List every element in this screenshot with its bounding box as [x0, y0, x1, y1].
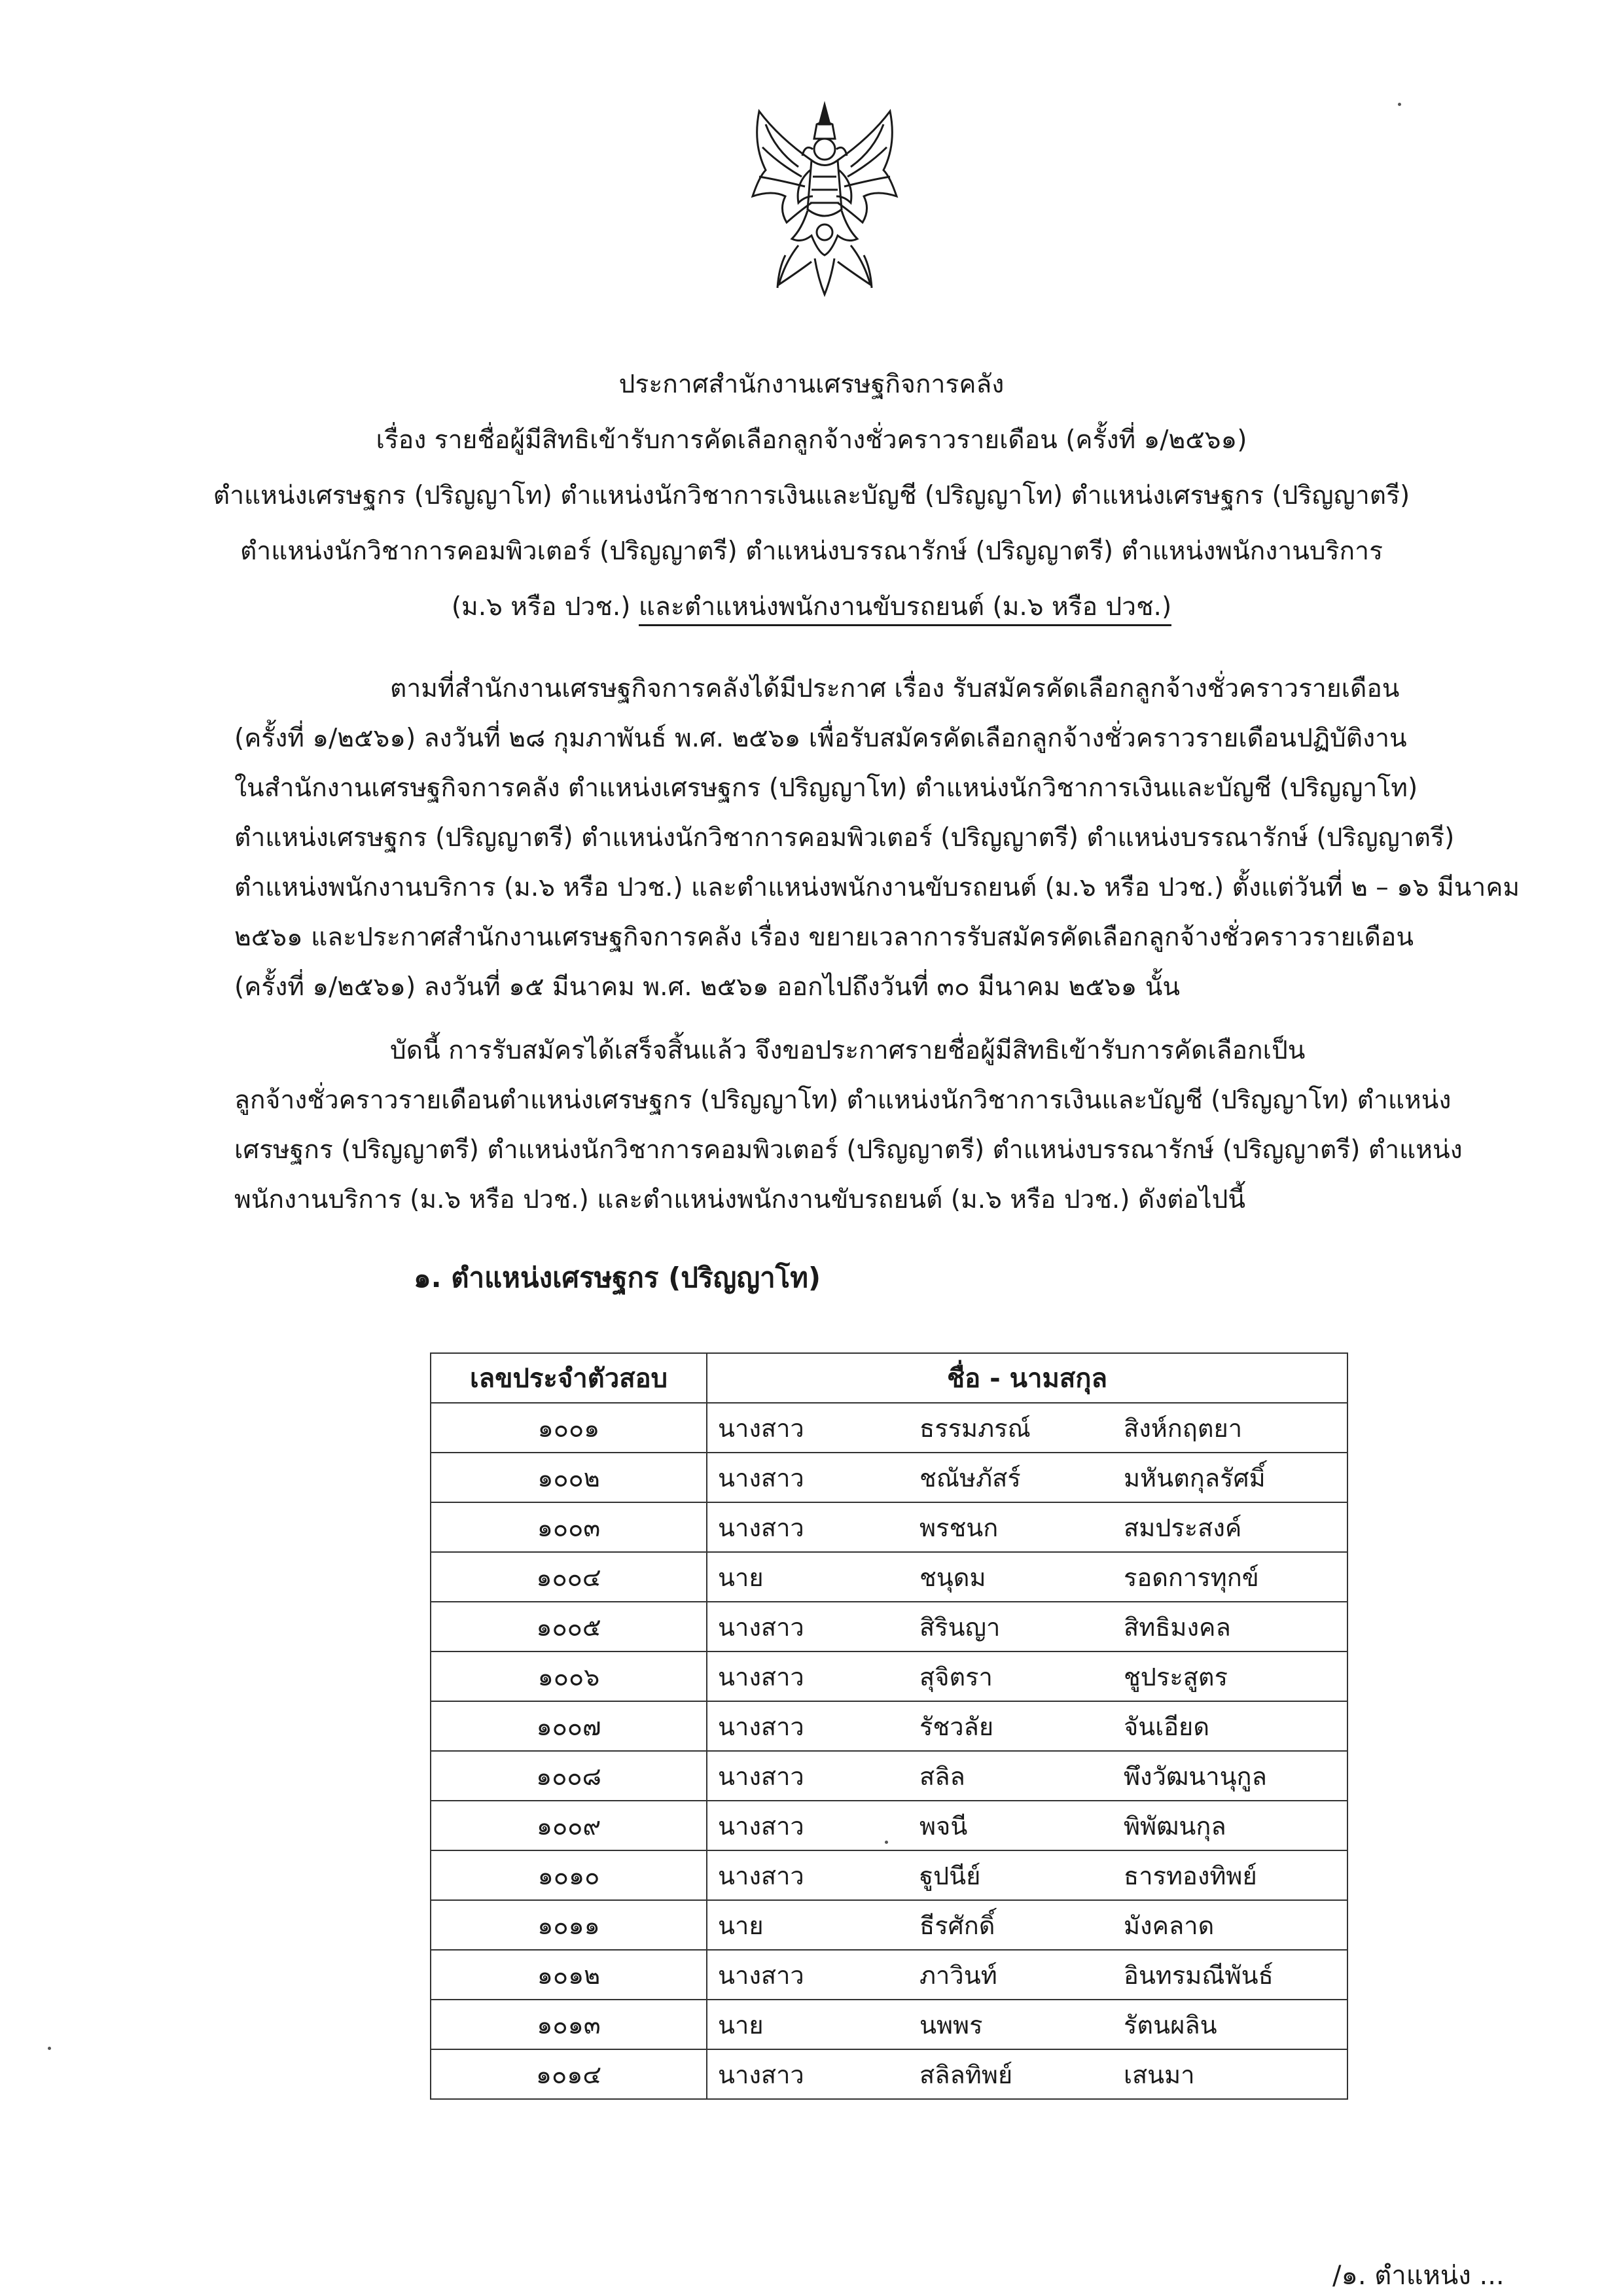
table-header-row: [431, 1353, 1347, 1403]
candidate-last-name: สิงห์กฤตยา: [1124, 1413, 1243, 1443]
candidate-name-cell: [707, 1751, 1347, 1801]
section-title: ๑. ตำแหน่งเศรษฐกร (ปริญญาโท): [414, 1262, 821, 1294]
candidate-first-name: ชนุดม: [919, 1563, 986, 1592]
candidate-title: นางสาว: [718, 1761, 804, 1791]
candidate-id: ๑๐๐๑: [431, 1403, 707, 1453]
candidate-last-name: มังคลาด: [1124, 1911, 1215, 1940]
candidate-title: นางสาว: [718, 1861, 804, 1890]
candidate-first-name: ชณัษภัสร์: [919, 1463, 1021, 1492]
candidate-id: ๑๐๑๓: [431, 2000, 707, 2049]
paragraph-line: ลูกจ้างชั่วคราวรายเดือนตำแหน่งเศรษฐกร (ปริญญาโท) ตำแหน่งนักวิชาการเงินและบัญชี (ปริญญาโท) ตำแหน่ง: [234, 1086, 1452, 1115]
table-row: [431, 1900, 1347, 1950]
paragraph-line: ตำแหน่งเศรษฐกร (ปริญญาตรี) ตำแหน่งนักวิชาการคอมพิวเตอร์ (ปริญญาตรี) ตำแหน่งบรรณารักษ์ (ปริญญาตรี): [234, 823, 1455, 853]
candidate-name-cell: [707, 1850, 1347, 1900]
candidate-title: นางสาว: [718, 1712, 804, 1741]
candidate-first-name: ธีรศักดิ์: [919, 1911, 995, 1940]
candidate-name-cell: [707, 1651, 1347, 1701]
candidate-first-name: สลิลทิพย์: [919, 2060, 1013, 2089]
candidate-last-name: สิทธิมงคล: [1124, 1612, 1231, 1642]
candidate-first-name: สุจิตรา: [919, 1662, 993, 1691]
candidate-name-cell: [707, 1453, 1347, 1502]
candidate-first-name: พจนี: [919, 1811, 968, 1841]
candidate-last-name: อินทรมณีพันธ์: [1124, 1960, 1274, 1990]
table-row: [431, 1502, 1347, 1552]
table-row: [431, 1801, 1347, 1850]
candidate-last-name: รอดการทุกข์: [1124, 1563, 1259, 1592]
scan-speck: [885, 1841, 888, 1844]
candidate-title: นางสาว: [718, 1612, 804, 1642]
table-row: [431, 1751, 1347, 1801]
candidate-id: ๑๐๑๔: [431, 2049, 707, 2099]
table-row: [431, 1850, 1347, 1900]
header-positions-line3: [131, 579, 1492, 635]
paragraph-line: ๒๕๖๑ และประกาศสำนักงานเศรษฐกิจการคลัง เรื่อง ขยายเวลาการรับสมัครคัดเลือกลูกจ้างชั่วคราวรายเดือน: [234, 923, 1414, 952]
candidate-last-name: รัตนผลิน: [1124, 2010, 1217, 2040]
column-header-id: เลขประจำตัวสอบ: [431, 1353, 707, 1403]
candidate-first-name: ธรรมภรณ์: [919, 1413, 1031, 1443]
candidate-name-cell: [707, 2049, 1347, 2099]
candidate-id: ๑๐๐๙: [431, 1801, 707, 1850]
continuation-note: /๑. ตำแหน่ง ...: [1332, 2261, 1505, 2291]
candidate-id: ๑๐๑๐: [431, 1850, 707, 1900]
candidate-first-name: ภาวินท์: [919, 1960, 997, 1990]
candidate-name-cell: [707, 1552, 1347, 1602]
garuda-emblem-icon: [740, 98, 910, 301]
candidate-id: ๑๐๐๗: [431, 1701, 707, 1751]
candidate-first-name: สิรินญา: [919, 1612, 1001, 1642]
header-subject: เรื่อง รายชื่อผู้มีสิทธิเข้ารับการคัดเลือกลูกจ้างชั่วคราวรายเดือน (ครั้งที่ ๑/๒๕๖๑): [376, 425, 1247, 455]
header-agency: ประกาศสำนักงานเศรษฐกิจการคลัง: [618, 370, 1005, 399]
table-row: [431, 1552, 1347, 1602]
table-row: [431, 1701, 1347, 1751]
candidate-title: นางสาว: [718, 1513, 804, 1542]
candidate-title: นาย: [718, 1911, 764, 1940]
candidate-id: ๑๐๐๔: [431, 1552, 707, 1602]
table-row: [431, 2049, 1347, 2099]
candidate-last-name: พิพัฒนกุล: [1124, 1811, 1226, 1841]
candidate-id: ๑๐๐๒: [431, 1453, 707, 1502]
column-header-name: ชื่อ - นามสกุล: [707, 1353, 1347, 1403]
paragraph-line: (ครั้งที่ ๑/๒๕๖๑) ลงวันที่ ๑๕ มีนาคม พ.ศ. ๒๕๖๑ ออกไปถึงวันที่ ๓๐ มีนาคม ๒๕๖๑ นั้น: [234, 972, 1181, 1002]
table-row: [431, 1651, 1347, 1701]
candidate-title: นางสาว: [718, 1413, 804, 1443]
header-line5-a: (ม.๖ หรือ ปวช.): [451, 592, 639, 622]
paragraph-line: ในสำนักงานเศรษฐกิจการคลัง ตำแหน่งเศรษฐกร (ปริญญาโท) ตำแหน่งนักวิชาการเงินและบัญชี (ปริญญาโท): [234, 773, 1418, 803]
candidate-title: นางสาว: [718, 1811, 804, 1841]
paragraph-line: ตำแหน่งพนักงานบริการ (ม.๖ หรือ ปวช.) และตำแหน่งพนักงานขับรถยนต์ (ม.๖ หรือ ปวช.) ตั้งแต่วันที่ ๒ – ๑๖ มีนาคม: [234, 873, 1520, 902]
candidate-last-name: พึงวัฒนานุกูล: [1124, 1761, 1267, 1791]
table-row: [431, 1453, 1347, 1502]
candidate-name-cell: [707, 2000, 1347, 2049]
candidate-id: ๑๐๑๑: [431, 1900, 707, 1950]
table-row: [431, 1602, 1347, 1651]
paragraph-announcement: [234, 1026, 1463, 1225]
candidate-id: ๑๐๐๕: [431, 1602, 707, 1651]
candidate-id: ๑๐๐๓: [431, 1502, 707, 1552]
candidate-name-cell: [707, 1801, 1347, 1850]
header-positions-line1: ตำแหน่งเศรษฐกร (ปริญญาโท) ตำแหน่งนักวิชาการเงินและบัญชี (ปริญญาโท) ตำแหน่งเศรษฐกร (ปริญญาตรี): [213, 481, 1410, 510]
table-row: [431, 1950, 1347, 2000]
candidate-first-name: นพพร: [919, 2010, 983, 2040]
candidate-table: [430, 1352, 1348, 2100]
paragraph-line: เศรษฐกร (ปริญญาตรี) ตำแหน่งนักวิชาการคอมพิวเตอร์ (ปริญญาตรี) ตำแหน่งบรรณารักษ์ (ปริญญาตรี) ตำแหน่ง: [234, 1135, 1463, 1165]
table-row: [431, 1403, 1347, 1453]
candidate-last-name: จันเอียด: [1124, 1712, 1209, 1741]
candidate-last-name: ชูประสูตร: [1124, 1662, 1228, 1691]
header-positions-line2: ตำแหน่งนักวิชาการคอมพิวเตอร์ (ปริญญาตรี) ตำแหน่งบรรณารักษ์ (ปริญญาตรี) ตำแหน่งพนักงานบริการ: [240, 537, 1383, 566]
table-row: [431, 2000, 1347, 2049]
candidate-id: ๑๐๑๒: [431, 1950, 707, 2000]
candidate-title: นางสาว: [718, 1960, 804, 1990]
header-line5-b: และตำแหน่งพนักงานขับรถยนต์ (ม.๖ หรือ ปวช.): [639, 592, 1171, 626]
candidate-title: นาย: [718, 2010, 764, 2040]
candidate-title: นาย: [718, 1563, 764, 1592]
candidate-last-name: เสนมา: [1124, 2060, 1195, 2089]
scan-speck: [48, 2047, 51, 2050]
candidate-first-name: ฐูปนีย์: [919, 1861, 981, 1890]
candidate-name-cell: [707, 1502, 1347, 1552]
candidate-first-name: พรชนก: [919, 1513, 999, 1542]
paragraph-line: ตามที่สำนักงานเศรษฐกิจการคลังได้มีประกาศ เรื่อง รับสมัครคัดเลือกลูกจ้างชั่วคราวรายเดือน: [390, 674, 1400, 703]
candidate-name-cell: [707, 1900, 1347, 1950]
paragraph-line: (ครั้งที่ ๑/๒๕๖๑) ลงวันที่ ๒๘ กุมภาพันธ์ พ.ศ. ๒๕๖๑ เพื่อรับสมัครคัดเลือกลูกจ้างชั่วคราวรายเดือนปฏิบัติงาน: [234, 724, 1407, 753]
scan-speck: [1398, 103, 1401, 106]
paragraph-line: พนักงานบริการ (ม.๖ หรือ ปวช.) และตำแหน่งพนักงานขับรถยนต์ (ม.๖ หรือ ปวช.) ดังต่อไปนี้: [234, 1185, 1246, 1214]
paragraph-reference: [234, 664, 1520, 1012]
candidate-first-name: รัชวลัย: [919, 1712, 994, 1741]
candidate-id: ๑๐๐๘: [431, 1751, 707, 1801]
candidate-title: นางสาว: [718, 2060, 804, 2089]
candidate-name-cell: [707, 1701, 1347, 1751]
candidate-name-cell: [707, 1403, 1347, 1453]
candidate-name-cell: [707, 1950, 1347, 2000]
candidate-name-cell: [707, 1602, 1347, 1651]
candidate-first-name: สลิล: [919, 1761, 965, 1791]
candidate-last-name: มหันตกุลรัศมิ์: [1124, 1463, 1266, 1492]
candidate-last-name: ธารทองทิพย์: [1124, 1861, 1257, 1890]
announcement-header: [131, 357, 1492, 635]
candidate-id: ๑๐๐๖: [431, 1651, 707, 1701]
candidate-last-name: สมประสงค์: [1124, 1513, 1242, 1542]
paragraph-line: บัดนี้ การรับสมัครได้เสร็จสิ้นแล้ว จึงขอประกาศรายชื่อผู้มีสิทธิเข้ารับการคัดเลือกเป็น: [390, 1036, 1306, 1065]
candidate-title: นางสาว: [718, 1463, 804, 1492]
table-body: [431, 1403, 1347, 2099]
candidate-title: นางสาว: [718, 1662, 804, 1691]
